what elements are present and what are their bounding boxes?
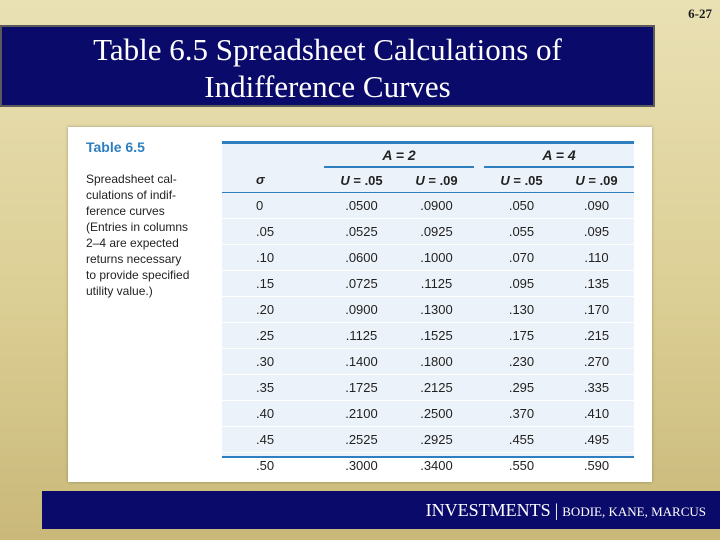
value-cell: .110 [559, 245, 634, 271]
table-row [222, 271, 634, 297]
table-row [222, 323, 634, 349]
value-cell: .2125 [399, 375, 474, 401]
data-table [222, 144, 634, 478]
sigma-cell: .30 [222, 349, 314, 375]
value-cell: .0500 [324, 193, 399, 219]
value-cell: .455 [484, 427, 559, 453]
sigma-cell: 0 [222, 193, 314, 219]
sigma-header: σ [222, 167, 314, 193]
table-row [222, 401, 634, 427]
value-cell: .370 [484, 401, 559, 427]
value-cell: .1800 [399, 349, 474, 375]
caption-text: Spreadsheet cal- culations of indif- ference curves (Entries in columns 2–4 are expected returns necessary to provide specified utility value.) [86, 172, 190, 298]
value-cell: .095 [559, 219, 634, 245]
value-cell: .3400 [399, 453, 474, 479]
value-cell: .070 [484, 245, 559, 271]
sigma-cell: .10 [222, 245, 314, 271]
table-row [222, 375, 634, 401]
value-cell: .170 [559, 297, 634, 323]
table-bottom-rule [222, 456, 634, 458]
value-cell: .0900 [399, 193, 474, 219]
footer-bar [42, 491, 720, 529]
footer-authors: BODIE, KANE, MARCUS [562, 504, 706, 519]
sigma-cell: .20 [222, 297, 314, 323]
value-cell: .495 [559, 427, 634, 453]
col-header-a4-u09: U = .09 [559, 167, 634, 193]
table-row [222, 297, 634, 323]
value-cell: .1125 [324, 323, 399, 349]
group-header-a4: A = 4 [484, 144, 634, 167]
value-cell: .1525 [399, 323, 474, 349]
value-cell: .590 [559, 453, 634, 479]
col-header-a2-u09: U = .09 [399, 167, 474, 193]
sigma-cell: .50 [222, 453, 314, 479]
value-cell: .0525 [324, 219, 399, 245]
table-row [222, 349, 634, 375]
sigma-cell: .40 [222, 401, 314, 427]
value-cell: .175 [484, 323, 559, 349]
table-body [222, 193, 634, 479]
value-cell: .215 [559, 323, 634, 349]
sigma-cell: .35 [222, 375, 314, 401]
group-header-row [222, 144, 634, 167]
value-cell: .2500 [399, 401, 474, 427]
footer-title: INVESTMENTS [425, 500, 551, 520]
table-row [222, 219, 634, 245]
value-cell: .1125 [399, 271, 474, 297]
sigma-cell: .05 [222, 219, 314, 245]
value-cell: .550 [484, 453, 559, 479]
sigma-cell: .15 [222, 271, 314, 297]
value-cell: .2525 [324, 427, 399, 453]
value-cell: .135 [559, 271, 634, 297]
value-cell: .1000 [399, 245, 474, 271]
table-caption [86, 139, 216, 299]
sigma-cell: .45 [222, 427, 314, 453]
column-header-row [222, 167, 634, 193]
table-row [222, 245, 634, 271]
table-card [68, 127, 652, 482]
table-row [222, 427, 634, 453]
value-cell: .3000 [324, 453, 399, 479]
value-cell: .2100 [324, 401, 399, 427]
slide-title [0, 25, 655, 107]
value-cell: .295 [484, 375, 559, 401]
group-header-a2: A = 2 [324, 144, 474, 167]
value-cell: .2925 [399, 427, 474, 453]
sigma-cell: .25 [222, 323, 314, 349]
col-header-a2-u05: U = .05 [324, 167, 399, 193]
value-cell: .050 [484, 193, 559, 219]
value-cell: .410 [559, 401, 634, 427]
value-cell: .1300 [399, 297, 474, 323]
value-cell: .0900 [324, 297, 399, 323]
value-cell: .0600 [324, 245, 399, 271]
col-header-a4-u05: U = .05 [484, 167, 559, 193]
indifference-table [222, 141, 634, 473]
value-cell: .230 [484, 349, 559, 375]
value-cell: .130 [484, 297, 559, 323]
footer-separator: | [554, 500, 559, 520]
value-cell: .0725 [324, 271, 399, 297]
caption-title: Table 6.5 [86, 139, 145, 155]
slide-title-line-1: Table 6.5 Spreadsheet Calculations of [93, 32, 562, 67]
slide-title-line-2: Indifference Curves [204, 69, 451, 104]
slide-number: 6-27 [688, 6, 712, 21]
value-cell: .095 [484, 271, 559, 297]
value-cell: .0925 [399, 219, 474, 245]
value-cell: .335 [559, 375, 634, 401]
value-cell: .1400 [324, 349, 399, 375]
value-cell: .1725 [324, 375, 399, 401]
value-cell: .270 [559, 349, 634, 375]
table-row [222, 193, 634, 219]
value-cell: .090 [559, 193, 634, 219]
value-cell: .055 [484, 219, 559, 245]
